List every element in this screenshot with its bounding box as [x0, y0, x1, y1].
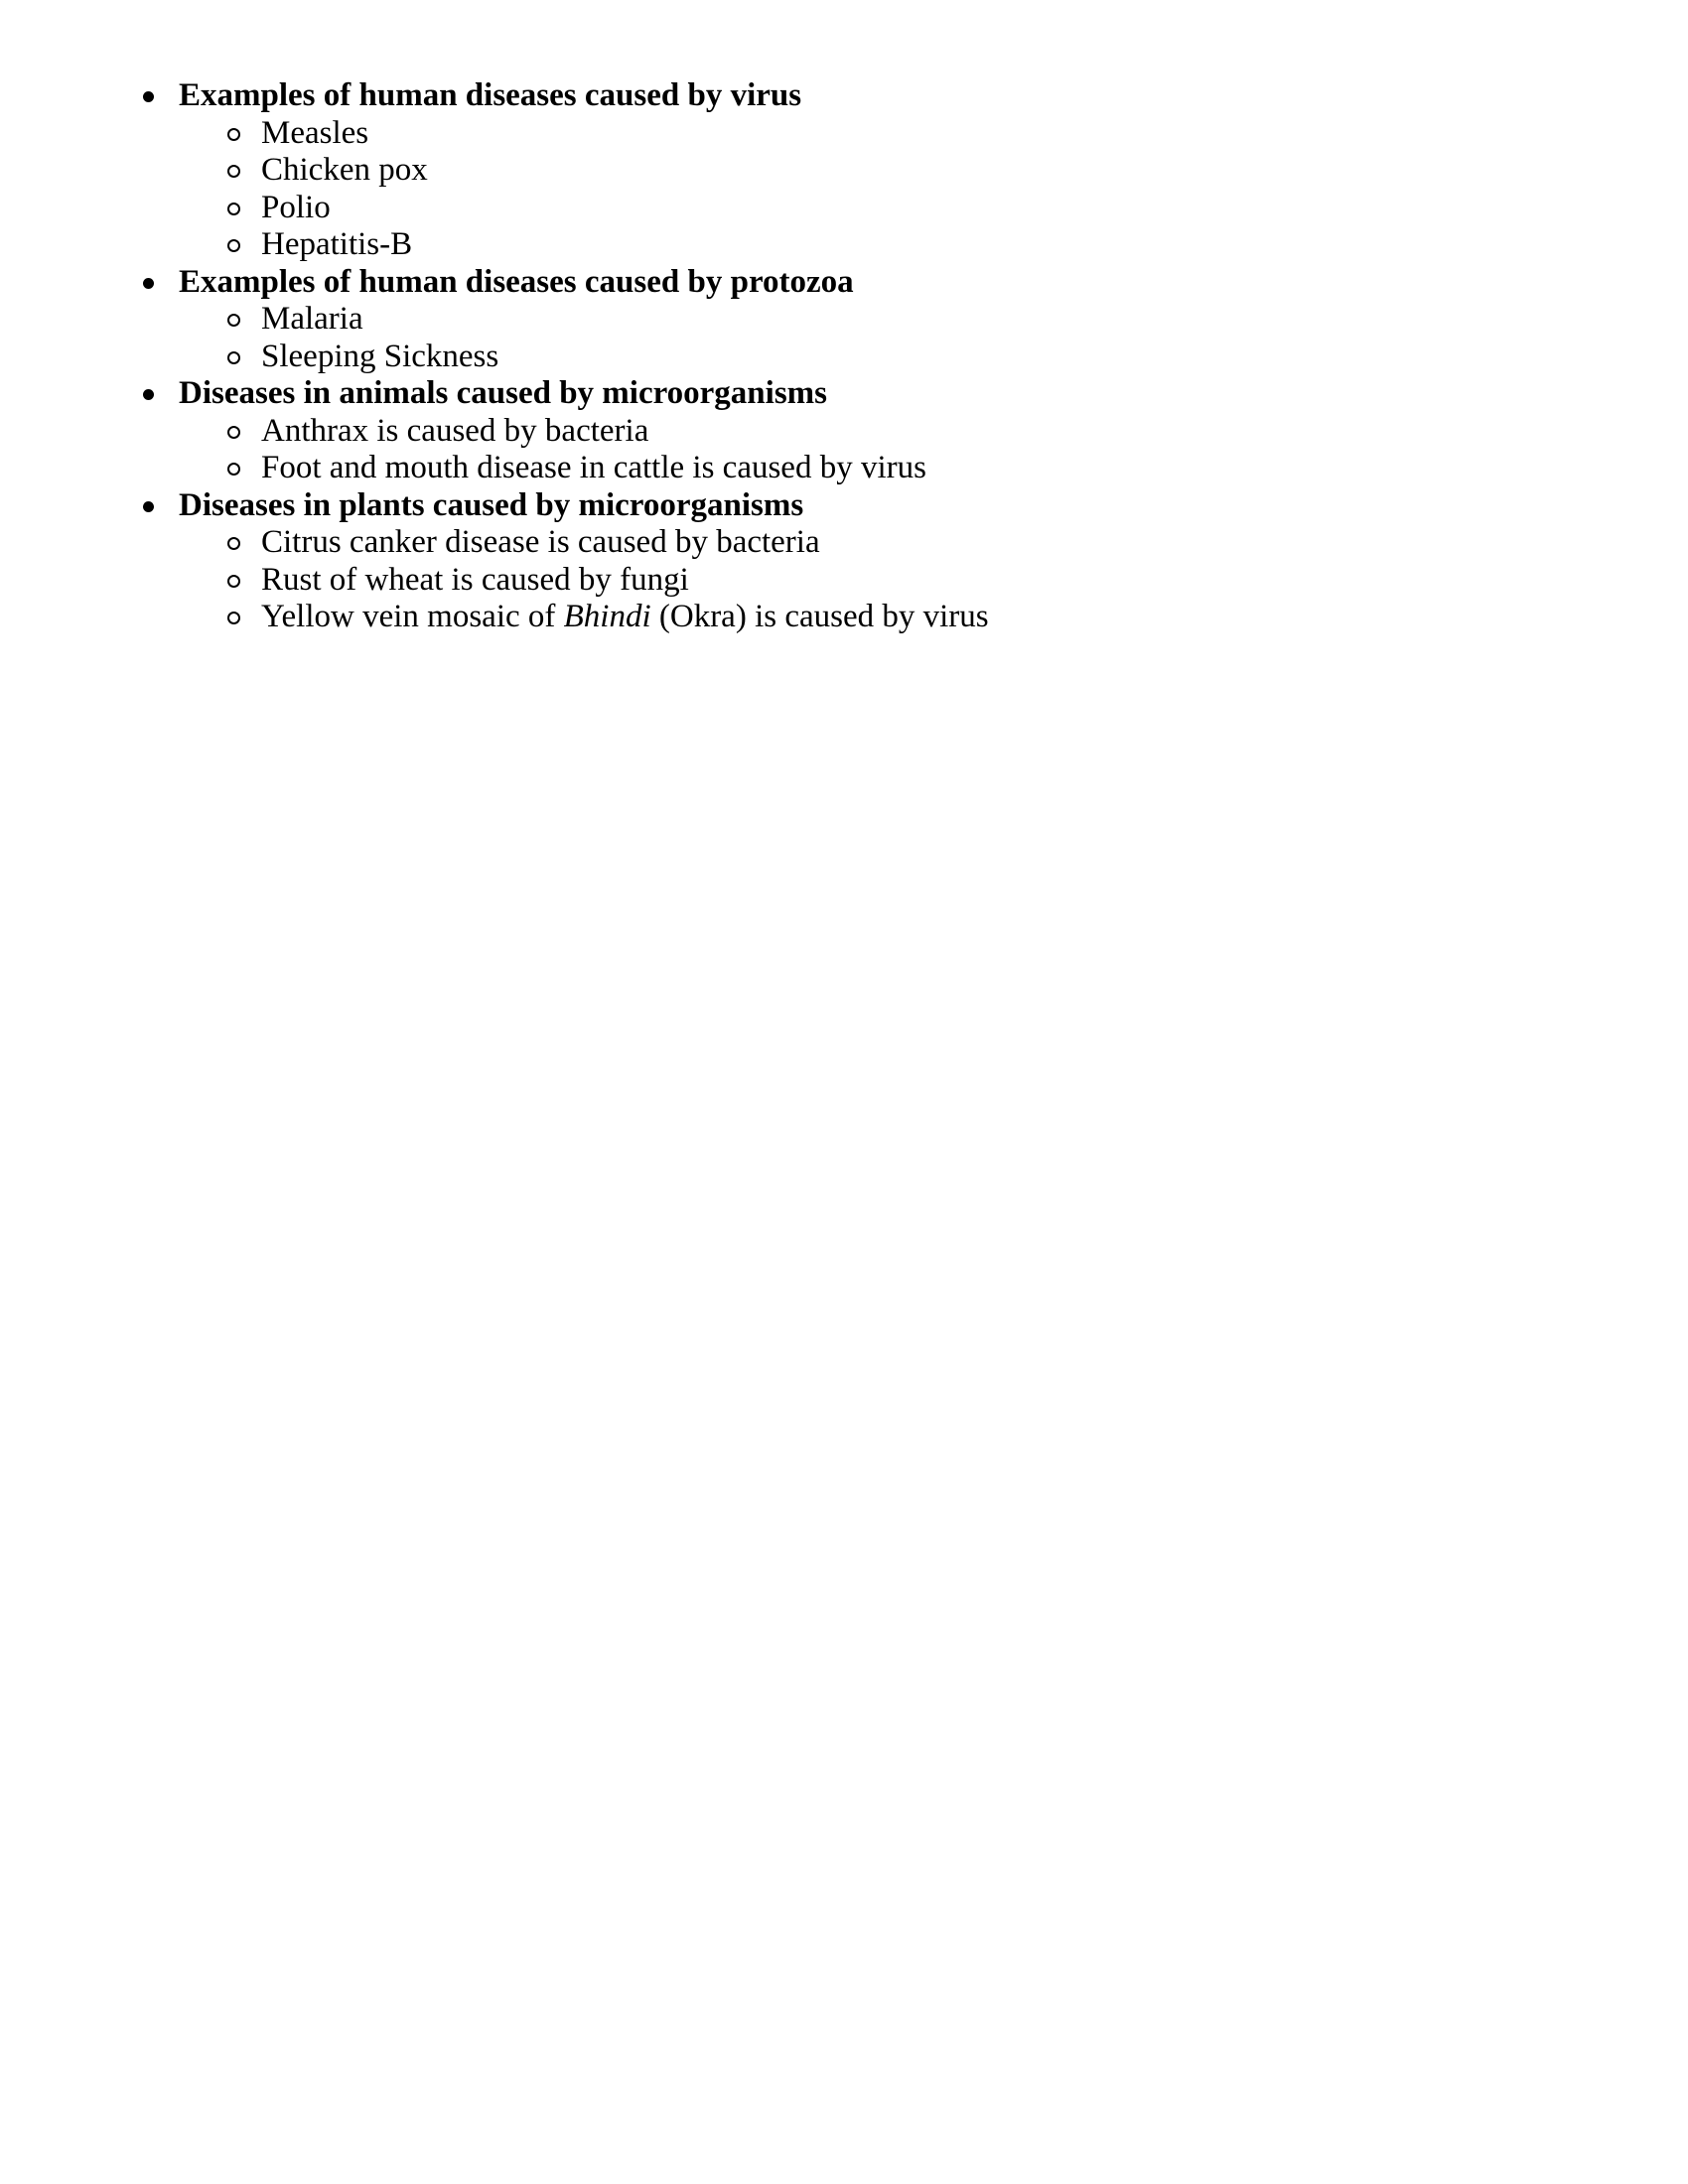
- circle-bullet-icon: [227, 314, 240, 327]
- section-heading: Diseases in animals caused by microorganisms: [179, 375, 828, 411]
- circle-bullet-icon: [227, 612, 240, 624]
- circle-bullet-icon: [227, 351, 240, 364]
- list-item: Foot and mouth disease in cattle is caused by virus: [261, 450, 989, 487]
- sublist: [179, 413, 989, 487]
- section-heading: Diseases in plants caused by microorganisms: [179, 486, 804, 523]
- disc-bullet-icon: [143, 91, 154, 102]
- section-heading: Examples of human diseases caused by protozoa: [179, 263, 854, 300]
- circle-bullet-icon: [227, 203, 240, 215]
- disc-bullet-icon: [143, 278, 154, 289]
- sublist: [179, 301, 989, 375]
- circle-bullet-icon: [227, 463, 240, 476]
- disc-bullet-icon: [143, 501, 154, 512]
- list-item: Citrus canker disease is caused by bacteria: [261, 524, 989, 562]
- disc-bullet-icon: [143, 389, 154, 400]
- sublist: [179, 115, 989, 264]
- list-item: Chicken pox: [261, 152, 989, 190]
- sublist: [179, 524, 989, 636]
- circle-bullet-icon: [227, 575, 240, 588]
- list-item: Malaria: [261, 301, 989, 339]
- list-item: Rust of wheat is caused by fungi: [261, 562, 989, 600]
- section-plants: [179, 487, 989, 636]
- section-heading: Examples of human diseases caused by virus: [179, 77, 802, 113]
- circle-bullet-icon: [227, 239, 240, 252]
- list-item: Polio: [261, 190, 989, 227]
- circle-bullet-icon: [227, 537, 240, 550]
- list-item: Hepatitis-B: [261, 226, 989, 264]
- italic-term: Bhindi: [563, 599, 651, 634]
- list-item: Anthrax is caused by bacteria: [261, 413, 989, 451]
- list-item: Sleeping Sickness: [261, 339, 989, 376]
- section-human-protozoa: [179, 264, 989, 376]
- disease-list: [179, 77, 989, 636]
- list-item: Yellow vein mosaic of Bhindi (Okra) is caused by virus: [261, 599, 989, 636]
- circle-bullet-icon: [227, 165, 240, 178]
- circle-bullet-icon: [227, 128, 240, 141]
- section-human-virus: [179, 77, 989, 264]
- circle-bullet-icon: [227, 426, 240, 439]
- section-animals: [179, 375, 989, 487]
- list-item: Measles: [261, 115, 989, 153]
